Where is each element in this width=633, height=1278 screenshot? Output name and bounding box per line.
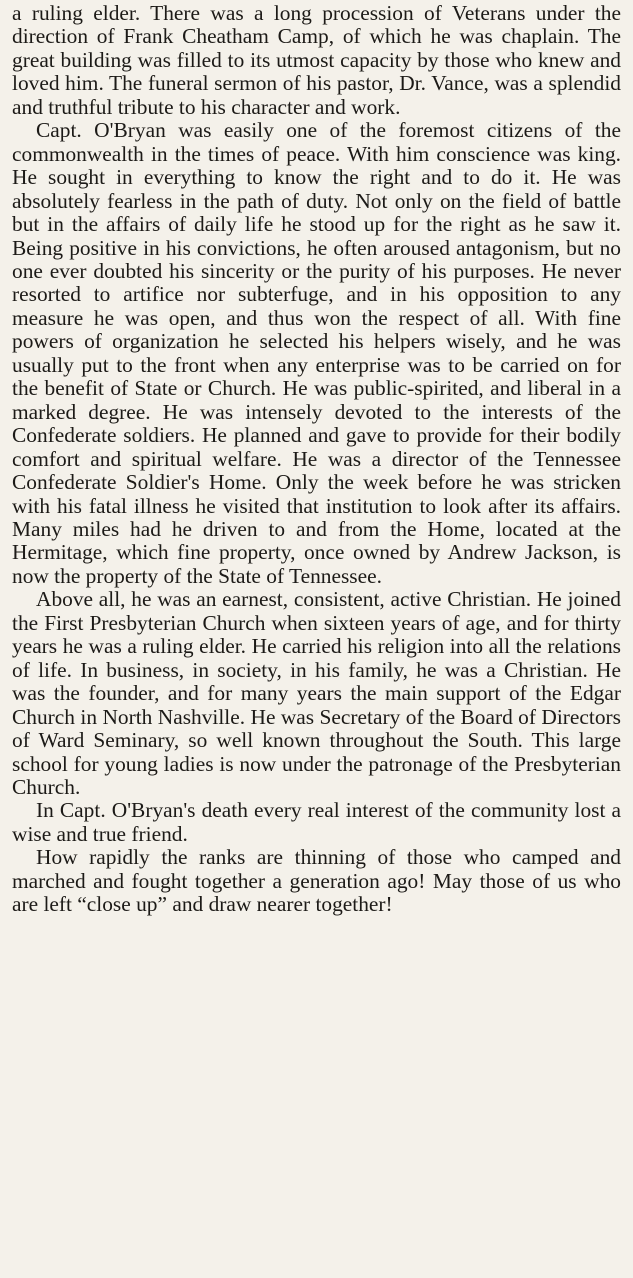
paragraph-4: In Capt. O'Bryan's death every real interest of the community lost a wise and true friend.: [12, 798, 621, 846]
paragraph-3: Above all, he was an earnest, consistent, active Christian. He joined the First Presbyterian Church when sixteen years of age, and for thirty years he was a ruling elder. He carried his religion into all the relations of life. In business, in society, in his family, he was a Christian. He was the founder, and for many years the main support of the Edgar Church in North Nashville. He was Secretary of the Board of Directors of Ward Seminary, so well known throughout the South. This large school for young ladies is now under the patronage of the Presbyterian Church.: [12, 587, 621, 799]
paragraph-5: How rapidly the ranks are thinning of those who camped and marched and fought together a generation ago! May those of us who are left “close up” and draw nearer together!: [12, 845, 621, 917]
article-body: [12, 2, 621, 917]
paragraph-2: Capt. O'Bryan was easily one of the foremost citizens of the commonwealth in the times of peace. With him conscience was king. He sought in everything to know the right and to do it. He was absolutely fearless in the path of duty. Not only on the field of battle but in the affairs of daily life he stood up for the right as he saw it. Being positive in his convictions, he often aroused antagonism, but no one ever doubted his sincerity or the purity of his purposes. He never resorted to artifice nor subterfuge, and in his opposition to any measure he was open, and thus won the respect of all. With fine powers of organization he selected his helpers wisely, and he was usually put to the front when any enterprise was to be carried on for the benefit of State or Church. He was public-spirited, and liberal in a marked degree. He was intensely devoted to the interests of the Confederate soldiers. He planned and gave to provide for their bodily comfort and spiritual welfare. He was a director of the Tennessee Confederate Soldier's Home. Only the week before he was stricken with his fatal illness he visited that institution to look after its affairs. Many miles had he driven to and from the Home, located at the Hermitage, which fine property, once owned by Andrew Jackson, is now the property of the State of Tennessee.: [12, 118, 621, 588]
paragraph-1: a ruling elder. There was a long procession of Veterans under the direction of Frank Cheatham Camp, of which he was chaplain. The great building was filled to its utmost capacity by those who knew and loved him. The funeral sermon of his pastor, Dr. Vance, was a splendid and truthful tribute to his character and work.: [12, 1, 621, 119]
